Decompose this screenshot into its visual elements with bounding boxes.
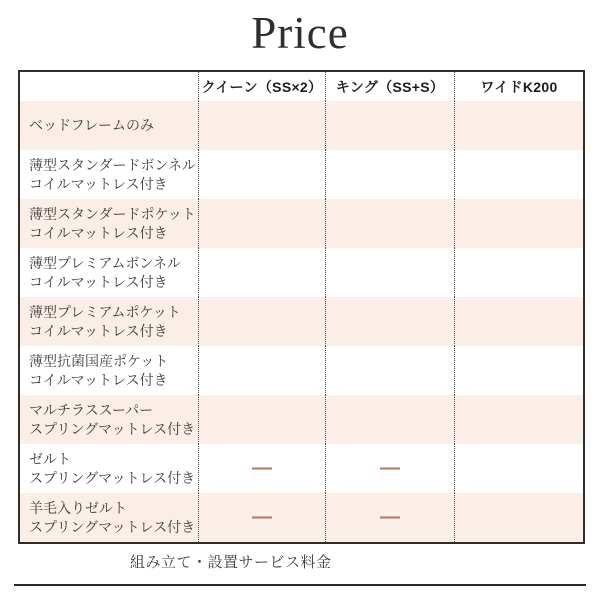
price-cell: [454, 101, 583, 150]
price-cell: [454, 297, 583, 346]
assembly-service-note: 組み立て・設置サービス料金: [130, 554, 332, 571]
row-label: [20, 248, 198, 297]
row-label-line1: ゼルト: [29, 450, 71, 467]
row-label-line2: スプリングマットレス付き: [29, 420, 196, 437]
row-label-line1: 羊毛入りゼルト: [29, 499, 127, 516]
price-cell: [454, 150, 583, 199]
column-header-king: キング（SS+S）: [325, 72, 454, 101]
row-label-line2: コイルマットレス付き: [29, 371, 168, 388]
table-row-multilas-super: [20, 395, 583, 444]
row-label-line2: スプリングマットレス付き: [29, 518, 196, 535]
page-title: Price: [251, 8, 349, 58]
table-row-wool-zelt: [20, 493, 583, 542]
row-label-line2: コイルマットレス付き: [29, 322, 168, 339]
row-label: [20, 493, 198, 542]
price-cell: [325, 297, 454, 346]
row-label-line1: 薄型スタンダードポケット: [29, 205, 196, 222]
price-cell: [454, 395, 583, 444]
price-cell: [198, 346, 325, 395]
price-cell: [325, 248, 454, 297]
row-label-line2: コイルマットレス付き: [29, 273, 168, 290]
row-label: [20, 199, 198, 248]
price-dash: —: [380, 506, 400, 528]
price-cell: [325, 150, 454, 199]
price-cell: [198, 395, 325, 444]
header-empty-cell: [20, 72, 198, 101]
price-cell: [454, 493, 583, 542]
price-cell: [198, 199, 325, 248]
price-dash: —: [252, 457, 272, 479]
row-label: [20, 395, 198, 444]
row-label-line1: 薄型プレミアムボンネル: [29, 254, 182, 271]
table-row-antibacterial-pocket: [20, 346, 583, 395]
price-cell: [325, 444, 454, 493]
section-divider: [14, 584, 586, 586]
price-cell: [198, 150, 325, 199]
row-label: [20, 346, 198, 395]
table-row-premium-bonnell: [20, 248, 583, 297]
price-cell: [454, 444, 583, 493]
price-dash: —: [380, 457, 400, 479]
row-label-line2: コイルマットレス付き: [29, 224, 168, 241]
column-header-widek200: ワイドK200: [454, 72, 583, 101]
row-label-line2: スプリングマットレス付き: [29, 469, 196, 486]
row-label: [20, 101, 198, 150]
table-row-premium-pocket: [20, 297, 583, 346]
price-cell: [198, 493, 325, 542]
row-label-line1: マルチラススーパー: [29, 401, 154, 418]
price-cell: [325, 346, 454, 395]
price-table: [18, 70, 585, 544]
price-cell: [198, 101, 325, 150]
row-label-line1: 薄型プレミアムポケット: [29, 303, 181, 320]
price-dash: —: [252, 506, 272, 528]
price-cell: [198, 248, 325, 297]
row-label-line2: コイルマットレス付き: [29, 175, 168, 192]
table-row-standard-pocket: [20, 199, 583, 248]
table-row-standard-bonnell: [20, 150, 583, 199]
price-cell: [325, 493, 454, 542]
table-header-row: [20, 72, 583, 101]
price-cell: [198, 297, 325, 346]
row-label-line1: 薄型スタンダードボンネル: [29, 156, 197, 173]
price-cell: [454, 248, 583, 297]
column-header-queen: クイーン（SS×2）: [198, 72, 325, 101]
table-row-frame-only: [20, 101, 583, 150]
row-label: [20, 297, 198, 346]
price-cell: [325, 101, 454, 150]
row-label-line1: ベッドフレームのみ: [29, 117, 155, 133]
row-label: [20, 150, 198, 199]
row-label-line1: 薄型抗菌国産ポケット: [29, 352, 169, 369]
price-cell: [454, 346, 583, 395]
price-cell: [325, 395, 454, 444]
price-cell: [325, 199, 454, 248]
row-label: [20, 444, 198, 493]
price-cell: [454, 199, 583, 248]
price-cell: [198, 444, 325, 493]
table-row-zelt: [20, 444, 583, 493]
